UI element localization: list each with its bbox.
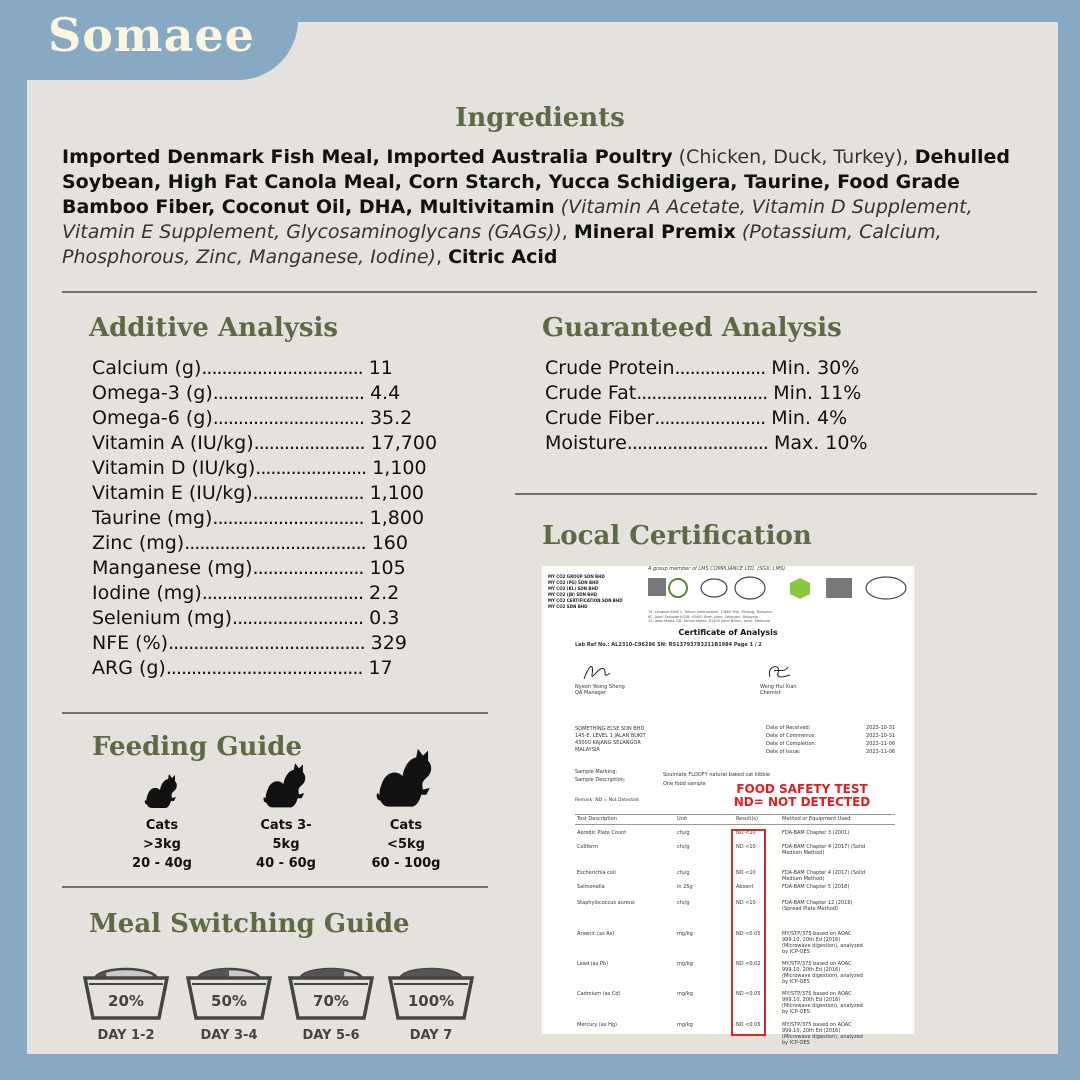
test-method: FDA-BAM Chapter 4 (2017) (Solid Medium Method) [782, 844, 866, 856]
test-result: ND <10 [736, 830, 756, 836]
test-name: Escherichia coli [577, 870, 616, 876]
date-row [766, 740, 906, 748]
test-method: MY/STP/375 based on AOAC 999.10, 20th Ed (2016) (Microwave digestion), analyzed by ICP-OES [782, 991, 863, 1015]
cat-silhouette-icon [142, 770, 182, 810]
analysis-label: NFE (%) [92, 632, 169, 654]
results-highlight-box [731, 829, 766, 1036]
table-row [542, 961, 914, 983]
test-result: ND <10 [736, 900, 756, 906]
certificate-document [542, 566, 914, 1046]
feeding-cat-item [370, 742, 442, 873]
analysis-value: 4.4 [369, 382, 401, 404]
analysis-label: Vitamin A (IU/kg) [92, 432, 254, 454]
ingredients-text [62, 145, 1047, 270]
header-test: Test Description [577, 816, 617, 822]
signer-role: QA Manager [575, 690, 606, 696]
table-row [542, 900, 914, 922]
analysis-value: 35.2 [369, 407, 413, 429]
table-row [542, 931, 914, 953]
client-line: 43000 KAJANG SELANGOR [575, 740, 641, 746]
certification-title: Local Certification [542, 521, 812, 551]
guaranteed-list [545, 356, 868, 456]
test-unit: cfu/g [677, 870, 690, 876]
test-unit: mg/kg [677, 961, 693, 967]
bowl-day-label: DAY 1-2 [97, 1028, 155, 1043]
table-row [542, 1022, 914, 1044]
test-unit: cfu/g [677, 900, 690, 906]
dot-leader: .......................... [636, 382, 768, 404]
sample-desc-label: Sample Description: [575, 777, 626, 783]
test-name: Arsenic (as As) [577, 931, 615, 937]
analysis-label: Zinc (mg) [92, 532, 185, 554]
date-value: 2023-10-31 [866, 733, 896, 739]
analysis-value: 2.2 [369, 582, 400, 604]
analysis-label: Moisture [545, 432, 627, 454]
test-name: Cadmium (as Cd) [577, 991, 621, 997]
table-rule [575, 814, 895, 815]
date-row [766, 748, 906, 756]
sample-desc: Soulmate FLOOFY natural baked cat kibble [663, 772, 770, 778]
analysis-value: 17 [368, 657, 393, 679]
bowl-day-label: DAY 7 [409, 1028, 453, 1043]
client-line: 145-E, LEVEL 1 JALAN BUKIT [575, 733, 646, 739]
test-name: Mercury (as Hg) [577, 1022, 617, 1028]
dot-leader: .............................. [212, 382, 364, 404]
test-name: Aerobic Plate Count [577, 830, 627, 836]
test-result: ND <0.05 [736, 931, 761, 937]
date-value: 2023-11-06 [866, 749, 896, 755]
food-safety-callout [727, 783, 877, 809]
brand-logo: Somaee [48, 8, 255, 62]
test-unit: in 25g [677, 884, 693, 890]
analysis-label: Taurine (mg) [92, 507, 213, 529]
lab-ref: Lab Ref No.: AL2310-C96286 SN: RS13793783211B1984 Page 1 / 2 [575, 642, 762, 648]
analysis-label: Manganese (mg) [92, 557, 253, 579]
bowl-day-label: DAY 3-4 [200, 1028, 258, 1043]
address-block: 15, Lengkok Kikik 1, Taman Inderawasih, 13600 Prai, Penang, Malaysia 6C, Jalan Serpada 8/2/8, 40400 Shah Alam, Selangor, Malaysia 15, Jalan Molek 1/8, Taman Molek, 81100 Johor Bahru, Johor, Malaysia [648, 610, 772, 623]
test-name: Salmonella [577, 884, 605, 890]
analysis-label: Omega-6 (g) [92, 407, 213, 429]
analysis-row [92, 506, 437, 531]
date-block [766, 724, 906, 756]
date-label: Date of Completion: [766, 741, 817, 747]
dot-leader: .............................. [212, 407, 364, 429]
test-method: FDA-BAM Chapter 3 (2001) [782, 830, 850, 836]
feeding-title: Feeding Guide [92, 732, 303, 762]
test-name: Staphylococcus aureus [577, 900, 635, 906]
ingredient-segment: Mineral Premix [573, 221, 736, 243]
analysis-value: 1,800 [369, 507, 425, 529]
analysis-value: 160 [371, 532, 408, 554]
signer-name: Wong Hui Xian [760, 684, 797, 690]
dot-leader: ................................ [201, 357, 363, 379]
analysis-label: Crude Fiber [545, 407, 655, 429]
ingredient-segment: , [561, 221, 574, 243]
test-name: Coliform [577, 844, 598, 850]
dot-leader: .................................... [184, 532, 366, 554]
client-line: SOMETHING ELSE SDN BHD [575, 726, 645, 732]
ingredient-segment: , [435, 246, 449, 268]
test-result: ND <0.05 [736, 1022, 761, 1028]
switching-bowl [386, 964, 476, 1043]
test-name: Lead (as Pb) [577, 961, 608, 967]
analysis-label: Vitamin D (IU/kg) [92, 457, 256, 479]
analysis-label: Iodine (mg) [92, 582, 202, 604]
switching-bowl [184, 964, 274, 1043]
additive-list [92, 356, 437, 681]
analysis-value: 329 [370, 632, 407, 654]
ingredient-segment: Citric Acid [448, 246, 558, 268]
bowl-percentage: 70% [313, 992, 349, 1010]
header-method: Method or Equipment Used [782, 816, 851, 822]
date-value: 2023-10-31 [866, 725, 896, 731]
signature-icon [582, 661, 612, 683]
safety-line-2: ND= NOT DETECTED [733, 795, 871, 809]
date-label: Date of Issue: [766, 749, 801, 755]
dot-leader: ............................ [626, 432, 768, 454]
switching-bowl [286, 964, 376, 1043]
analysis-row [545, 406, 868, 431]
test-method: FDA-BAM Chapter 12 (2016) (Spread Plate Method) [782, 900, 853, 912]
bowl-percentage: 20% [108, 992, 144, 1010]
header-unit: Unit [677, 816, 688, 822]
bowl-day-label: DAY 5-6 [302, 1028, 360, 1043]
switching-bowl [81, 964, 171, 1043]
client-address [575, 726, 646, 754]
analysis-row [92, 431, 437, 456]
test-result: Absent [736, 884, 754, 890]
ingredient-segment: (Chicken, Duck, Turkey), [672, 146, 915, 168]
analysis-value: 11 [368, 357, 393, 379]
feeding-cat-item [250, 758, 322, 873]
analysis-value: Min. 4% [771, 407, 848, 429]
analysis-value: Min. 11% [773, 382, 862, 404]
accreditation-logos-icon [648, 576, 914, 610]
table-row [542, 991, 914, 1013]
ingredient-segment: (Vitamin A Acetate, Vitamin D Supplement, Vitamin E Supplement, Glycosaminoglycans (GAGs)) [62, 196, 973, 243]
cat-silhouette-icon [372, 742, 440, 810]
cat-weight-label: Cats 3-5kg [260, 818, 312, 852]
dot-leader: ...................... [654, 407, 766, 429]
cat-weight-label: Cats <5kg [387, 818, 425, 852]
test-result: ND <10 [736, 870, 756, 876]
date-label: Date of Received: [766, 725, 811, 731]
analysis-value: 105 [369, 557, 406, 579]
test-method: MY/STP/375 based on AOAC 999.10, 20th Ed (2016) (Microwave digestion), analyzed by ICP-OES [782, 1022, 863, 1046]
analysis-row [92, 381, 437, 406]
analysis-row [92, 556, 437, 581]
analysis-label: Crude Protein [545, 357, 675, 379]
certificate-title: Certificate of Analysis [678, 628, 778, 637]
sample-marking-label: Sample Marking: [575, 769, 618, 775]
signature-icon [764, 661, 794, 683]
analysis-row [545, 381, 868, 406]
bowl-percentage: 100% [407, 992, 455, 1010]
test-unit: mg/kg [677, 1022, 693, 1028]
cat-weight-label: Cats >3kg [143, 818, 181, 852]
cat-portion: 60 - 100g [371, 856, 441, 871]
analysis-value: 1,100 [372, 457, 427, 479]
analysis-row [92, 356, 437, 381]
test-method: FDA-BAM Chapter 4 (2017) (Solid Medium Method) [782, 870, 866, 882]
test-unit: mg/kg [677, 931, 693, 937]
analysis-value: Min. 30% [771, 357, 860, 379]
signer-qa [575, 684, 625, 696]
divider [62, 712, 488, 714]
dot-leader: ...................... [253, 432, 365, 454]
analysis-value: 0.3 [369, 607, 400, 629]
analysis-value: 17,700 [370, 432, 438, 454]
ingredient-segment: Imported Denmark Fish Meal, Imported Australia Poultry [62, 146, 673, 168]
analysis-value: 1,100 [369, 482, 424, 504]
analysis-label: ARG (g) [92, 657, 166, 679]
test-result: ND <0.02 [736, 961, 761, 967]
safety-line-1: FOOD SAFETY TEST [736, 782, 868, 796]
analysis-label: Vitamin E (IU/kg) [92, 482, 253, 504]
divider [62, 291, 1037, 293]
bowl-percentage: 50% [211, 992, 247, 1010]
company-list: MY CO2 GROUP SDN BHD MY CO2 (PG) SDN BHD MY CO2 (KL) SDN BHD MY CO2 (JB) SDN BHD MY CO2 CERTIFICATION SDN BHD MY CO2 SDN BHD [548, 574, 623, 609]
ingredient-segment: Dehulled Soybean, High Fat Canola Meal, Corn Starch, Yucca Schidigera, Taurine, Food Grade Bamboo Fiber, Coconut Oil, DHA, Multivitamin [62, 146, 1010, 218]
ingredients-title: Ingredients [455, 103, 625, 133]
test-result: ND <10 [736, 844, 756, 850]
header-result: Result(s) [736, 816, 758, 822]
table-rule [575, 824, 895, 825]
dot-leader: ...................... [252, 557, 364, 579]
switching-title: Meal Switching Guide [89, 909, 410, 939]
divider [62, 886, 488, 888]
table-row [542, 844, 914, 866]
cat-portion: 40 - 60g [256, 856, 316, 871]
analysis-row [92, 456, 437, 481]
analysis-row [92, 481, 437, 506]
analysis-row [92, 406, 437, 431]
analysis-label: Crude Fat [545, 382, 637, 404]
feeding-cat-item [126, 770, 198, 873]
cat-silhouette-icon [260, 758, 312, 810]
analysis-row [545, 356, 868, 381]
dot-leader: ...................... [252, 482, 364, 504]
analysis-label: Calcium (g) [92, 357, 202, 379]
divider [515, 493, 1037, 495]
member-line: A group member of LMS COMPLIANCE LTD. (SGX: LMS) [648, 566, 786, 572]
test-method: MY/STP/375 based on AOAC 999.10, 20th Ed (2016) (Microwave digestion), analyzed by ICP-OES [782, 931, 863, 955]
test-result: ND <0.05 [736, 991, 761, 997]
additive-title: Additive Analysis [89, 313, 339, 343]
signer-role: Chemist [760, 690, 781, 696]
test-method: MY/STP/375 based on AOAC 999.10, 20th Ed (2016) (Microwave digestion), analyzed by ICP-OES [782, 961, 863, 985]
analysis-row [92, 631, 437, 656]
test-method: FDA-BAM Chapter 5 (2018) [782, 884, 850, 890]
dot-leader: .......................... [232, 607, 364, 629]
dot-leader: ....................................... [168, 632, 365, 654]
client-line: MALAYSIA [575, 747, 600, 753]
test-unit: cfu/g [677, 830, 690, 836]
date-label: Date of Commence: [766, 733, 816, 739]
analysis-row [92, 531, 437, 556]
test-unit: cfu/g [677, 844, 690, 850]
date-row [766, 732, 906, 740]
remark: Remark: ND = Not Detected [575, 798, 639, 803]
date-value: 2023-11-06 [866, 741, 896, 747]
dot-leader: ...................... [255, 457, 367, 479]
dot-leader: ....................................... [165, 657, 363, 679]
test-unit: mg/kg [677, 991, 693, 997]
analysis-value: Max. 10% [773, 432, 868, 454]
signer-name: Nyeoh Yeong Sheng [575, 684, 625, 690]
cat-portion: 20 - 40g [132, 856, 192, 871]
analysis-row [92, 606, 437, 631]
logo-tab [0, 0, 298, 80]
dot-leader: .............................. [212, 507, 364, 529]
dot-leader: .................. [674, 357, 766, 379]
ingredient-segment: (Potassium, Calcium, Phosphorous, Zinc, Manganese, Iodine) [62, 221, 942, 268]
date-row [766, 724, 906, 732]
analysis-row [92, 656, 437, 681]
signer-chemist [760, 684, 797, 696]
dot-leader: ................................ [201, 582, 363, 604]
guaranteed-title: Guaranteed Analysis [542, 313, 842, 343]
sample-desc-2: One food sample [663, 781, 706, 787]
analysis-label: Omega-3 (g) [92, 382, 213, 404]
analysis-row [92, 581, 437, 606]
analysis-row [545, 431, 868, 456]
analysis-label: Selenium (mg) [92, 607, 233, 629]
